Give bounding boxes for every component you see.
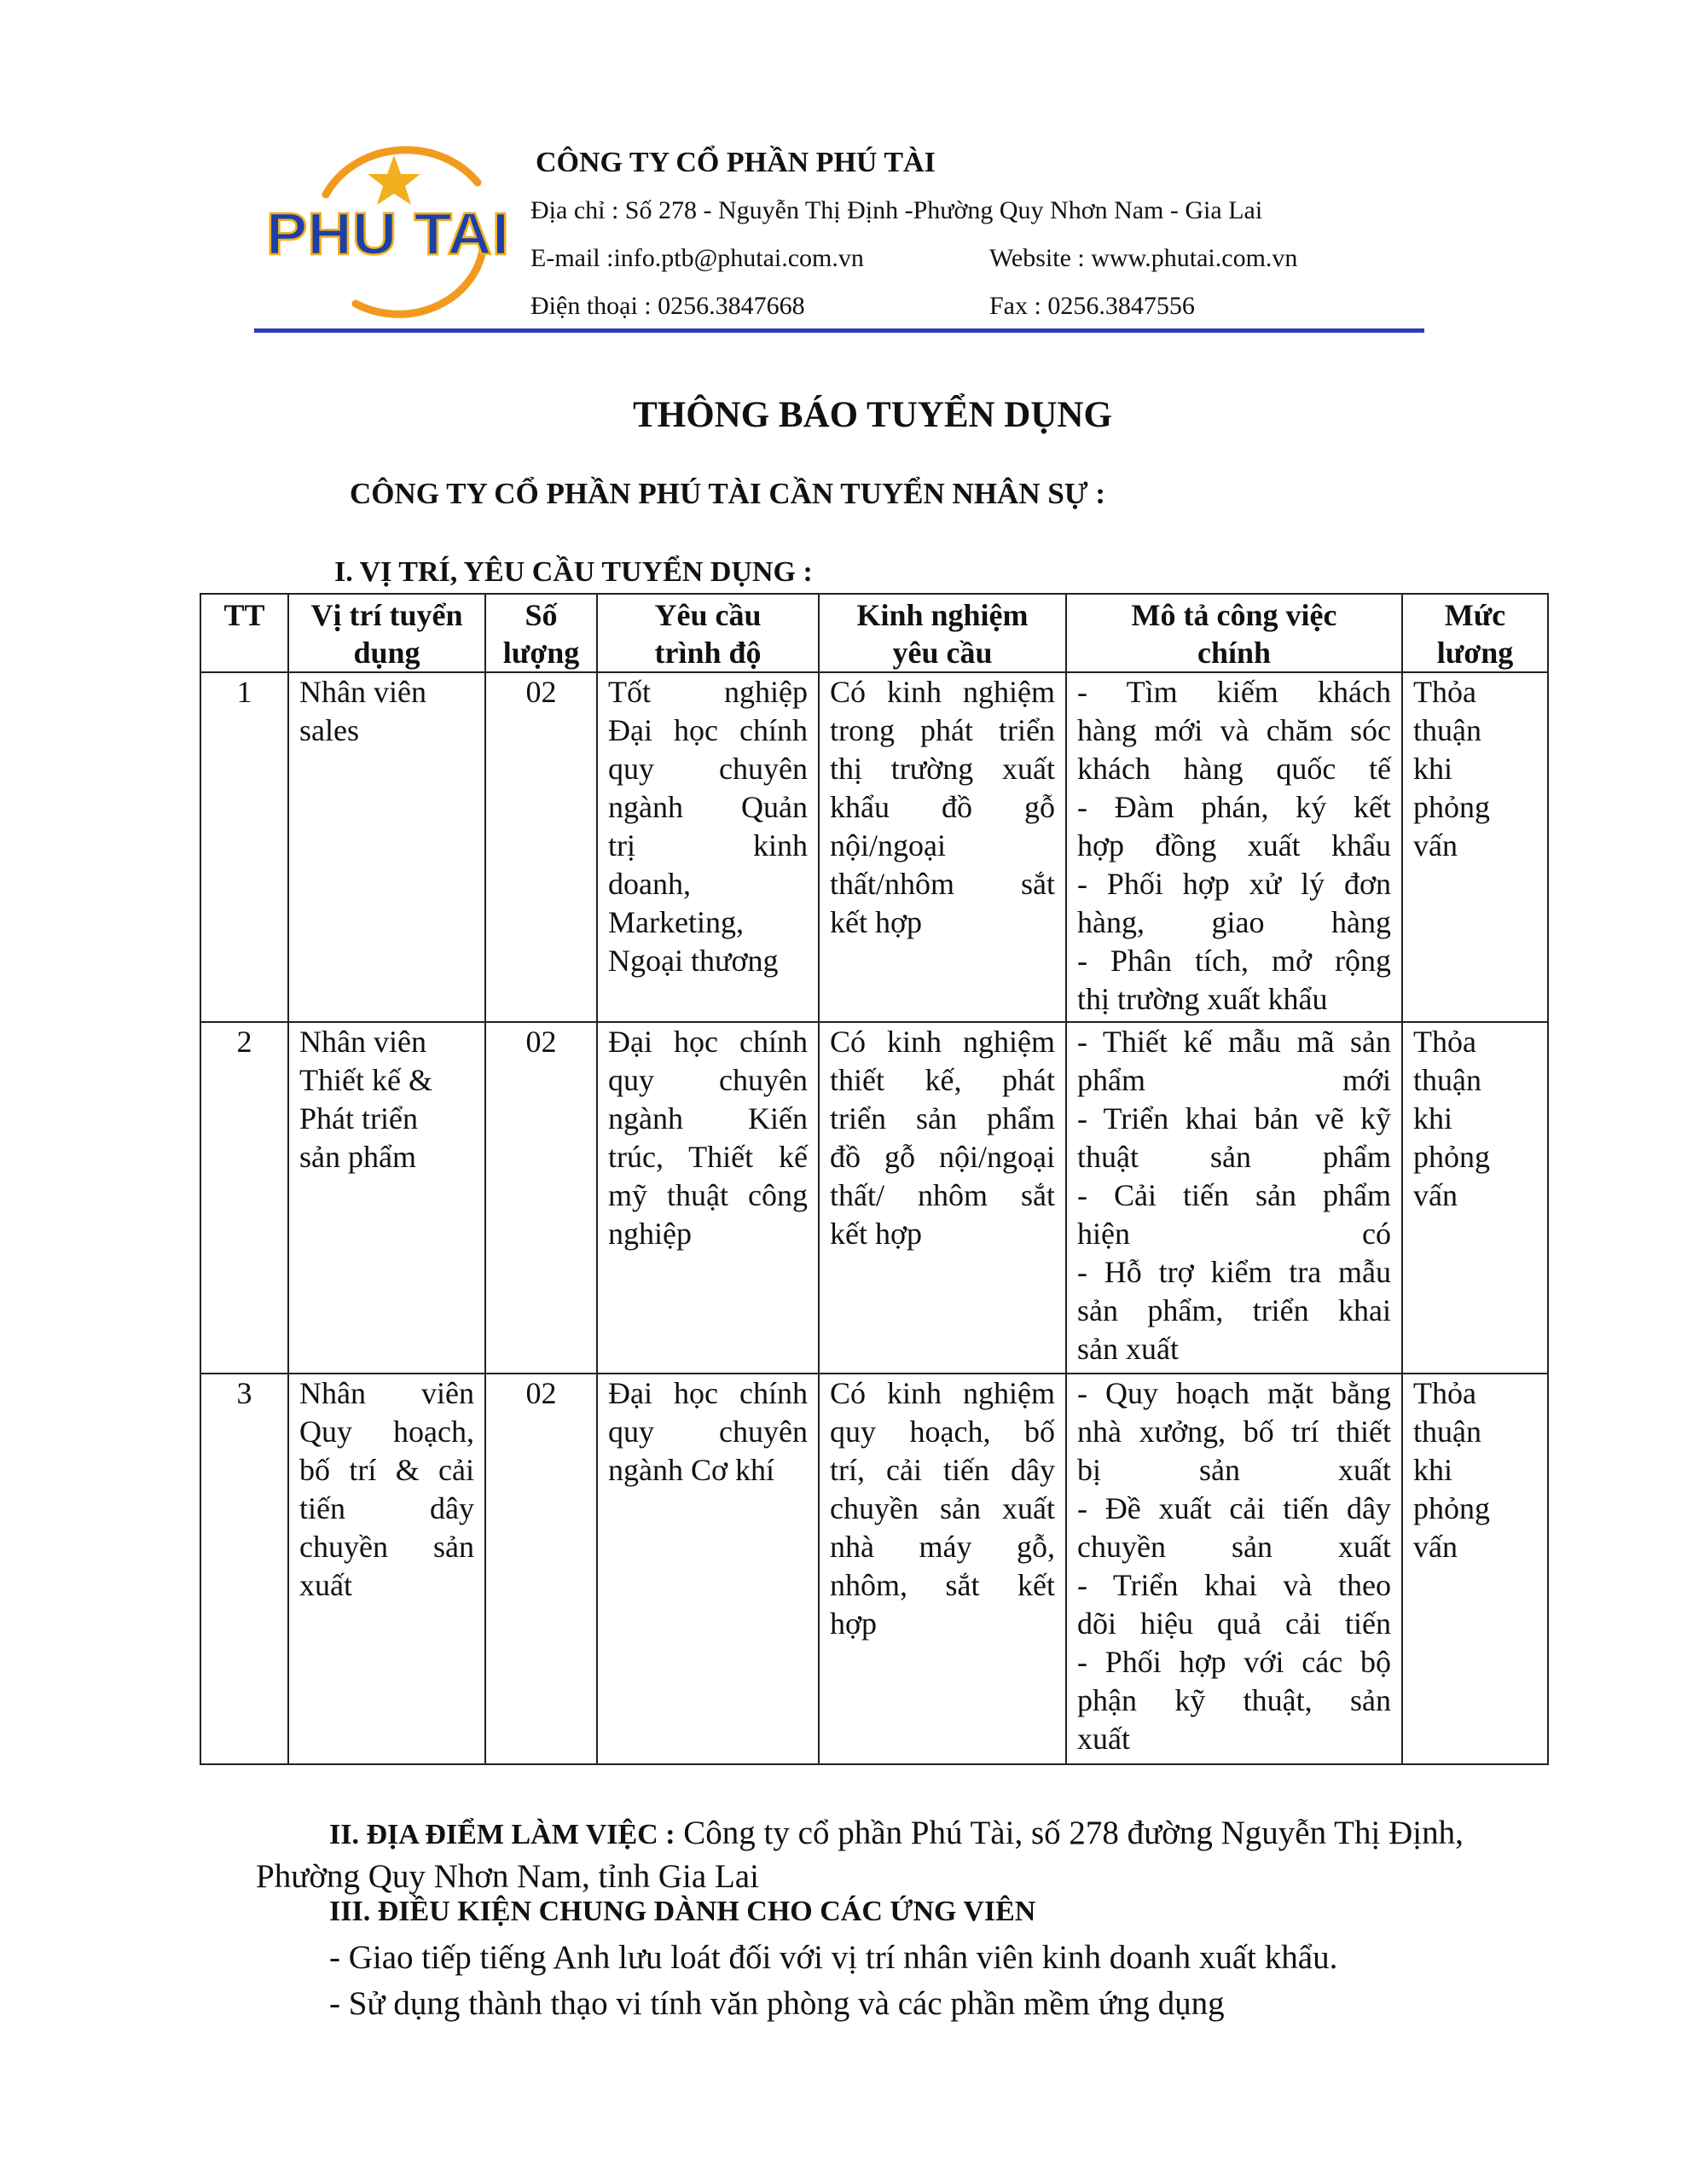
description-cell — [1066, 1374, 1402, 1764]
experience-cell — [819, 672, 1066, 1022]
cell-line: phận kỹ thuật, sản — [1077, 1683, 1391, 1717]
cell-line: lương — [1436, 636, 1514, 670]
quantity-cell: 02 — [485, 1022, 597, 1374]
cell-line: - Triển khai bản vẽ kỹ — [1077, 1101, 1391, 1136]
cell-line: - Thiết kế mẫu mã sản — [1077, 1025, 1391, 1059]
cell-line: - Đàm phán, ký kết — [1077, 790, 1391, 824]
company-email: E-mail :info.ptb@phutai.com.vn — [530, 244, 864, 272]
col-header-description — [1066, 594, 1402, 672]
cell-line: trúc, Thiết kế — [608, 1140, 808, 1174]
table-row — [200, 672, 1548, 1022]
cell-line: trong phát triển — [830, 713, 1055, 747]
cell-line: hợp — [830, 1606, 878, 1641]
quantity-cell: 02 — [485, 1374, 597, 1764]
education-cell — [597, 672, 819, 1022]
company-fax: Fax : 0256.3847556 — [989, 292, 1195, 320]
cell-line: bị sản xuất — [1077, 1453, 1391, 1487]
work-location-text: Công ty cổ phần Phú Tài, số 278 đường Nguyễn Thị Định, Phường Quy Nhơn Nam, tỉnh Gia Lai — [256, 1815, 1464, 1895]
cell-line: Có kinh nghiệm — [830, 1376, 1055, 1410]
cell-line: Có kinh nghiệm — [830, 1025, 1055, 1059]
education-cell — [597, 1374, 819, 1764]
cell-line: Thỏa — [1413, 1376, 1476, 1410]
condition-item: - Sử dụng thành thạo vi tính văn phòng và các phần mềm ứng dụng — [329, 1985, 1225, 2022]
cell-line: Thỏa — [1413, 675, 1476, 709]
cell-line: chuyền sản — [299, 1530, 474, 1564]
cell-line: Đại học chính — [608, 1376, 808, 1410]
cell-line: Tốt nghiệp — [608, 675, 808, 709]
cell-line: Kinh nghiệm — [856, 598, 1029, 632]
salary-cell — [1402, 1374, 1548, 1764]
cell-line: sản phẩm — [299, 1140, 416, 1174]
row-number: 3 — [200, 1374, 288, 1764]
salary-cell — [1402, 1022, 1548, 1374]
intro-line: CÔNG TY CỔ PHẦN PHÚ TÀI CẦN TUYỂN NHÂN SỰ : — [350, 477, 1106, 510]
experience-cell — [819, 1374, 1066, 1764]
cell-line: trí, cải tiến dây — [830, 1453, 1055, 1487]
cell-line: Ngoại thương — [608, 944, 779, 978]
cell-line: quy hoạch, bố — [830, 1414, 1055, 1449]
row-number: 1 — [200, 672, 288, 1022]
cell-line: thị trường xuất khẩu — [1077, 982, 1328, 1016]
cell-line: ngành Cơ khí — [608, 1453, 775, 1487]
cell-line: khách hàng quốc tế — [1077, 752, 1391, 786]
cell-line: Nhân viên — [299, 1376, 474, 1410]
cell-line: hợp đồng xuất khẩu — [1077, 828, 1391, 863]
cell-line: Vị trí tuyển — [310, 598, 463, 632]
company-website: Website : www.phutai.com.vn — [989, 244, 1298, 272]
cell-line: hàng, giao hàng — [1077, 905, 1391, 939]
row-number: 2 — [200, 1022, 288, 1374]
cell-line: dụng — [353, 636, 420, 670]
cell-line: dõi hiệu quả cải tiến — [1077, 1606, 1391, 1641]
company-phone: Điện thoại : 0256.3847668 — [530, 292, 805, 320]
cell-line: hàng mới và chăm sóc — [1077, 713, 1391, 747]
col-header-quantity — [485, 594, 597, 672]
cell-line: kết hợp — [830, 905, 923, 939]
cell-line: sản xuất — [1077, 1332, 1179, 1366]
company-logo — [266, 142, 513, 321]
cell-line: TT — [223, 598, 265, 632]
cell-line: - Cải tiến sản phẩm — [1077, 1178, 1391, 1212]
cell-line: yêu cầu — [892, 636, 993, 670]
cell-line: tiến dây — [299, 1491, 474, 1525]
cell-line: nhôm, sắt kết — [830, 1568, 1055, 1602]
position-cell — [288, 672, 485, 1022]
cell-line: thiết kế, phát — [830, 1063, 1055, 1097]
table-header-row — [200, 594, 1548, 672]
position-cell — [288, 1022, 485, 1374]
quantity-cell: 02 — [485, 672, 597, 1022]
cell-line: Nhân viên — [299, 1025, 426, 1059]
col-header-salary — [1402, 594, 1548, 672]
col-header-position — [288, 594, 485, 672]
cell-line: - Quy hoạch mặt bằng — [1077, 1376, 1391, 1410]
cell-line: triển sản phẩm — [830, 1101, 1055, 1136]
education-cell — [597, 1022, 819, 1374]
cell-line: thuận — [1413, 1414, 1481, 1449]
col-header-experience — [819, 594, 1066, 672]
cell-line: nghiệp — [608, 1217, 692, 1251]
cell-line: thất/ nhôm sắt — [830, 1178, 1055, 1212]
cell-line: thị trường xuất — [830, 752, 1055, 786]
col-header-education — [597, 594, 819, 672]
logo-text: PHU TAI — [266, 200, 509, 267]
cell-line: - Phân tích, mở rộng — [1077, 944, 1391, 978]
description-cell — [1066, 672, 1402, 1022]
cell-line: bố trí & cải — [299, 1453, 474, 1487]
table-row — [200, 1022, 1548, 1374]
cell-line: nhà máy gỗ, — [830, 1530, 1055, 1564]
experience-cell — [819, 1022, 1066, 1374]
cell-line: chuyền sản xuất — [1077, 1530, 1391, 1564]
cell-line: sản phẩm, triển khai — [1077, 1293, 1391, 1327]
cell-line: vấn — [1413, 828, 1458, 863]
cell-line: phỏng — [1413, 1491, 1490, 1525]
cell-line: đồ gỗ nội/ngoại — [830, 1140, 1055, 1174]
cell-line: nội/ngoại — [830, 828, 946, 863]
cell-line: Thỏa — [1413, 1025, 1476, 1059]
cell-line: - Phối hợp với các bộ — [1077, 1645, 1391, 1679]
cell-line: doanh, — [608, 867, 691, 901]
cell-line: chuyền sản xuất — [830, 1491, 1055, 1525]
cell-line: Đại học chính — [608, 713, 808, 747]
company-name: CÔNG TY CỔ PHẦN PHÚ TÀI — [536, 147, 936, 178]
cell-line: - Tìm kiếm khách — [1077, 675, 1391, 709]
cell-line: phẩm mới — [1077, 1063, 1391, 1097]
cell-line: ngành Kiến — [608, 1101, 808, 1136]
cell-line: - Hỗ trợ kiểm tra mẫu — [1077, 1255, 1391, 1289]
cell-line: Thiết kế & — [299, 1063, 432, 1097]
cell-line: quy chuyên — [608, 752, 808, 786]
description-cell — [1066, 1022, 1402, 1374]
cell-line: Mô tả công việc — [1131, 598, 1337, 632]
section-1-heading: I. VỊ TRÍ, YÊU CẦU TUYỂN DỤNG : — [334, 556, 813, 588]
cell-line: quy chuyên — [608, 1063, 808, 1097]
cell-line: ngành Quản — [608, 790, 808, 824]
cell-line: vấn — [1413, 1530, 1458, 1564]
document-title: THÔNG BÁO TUYỂN DỤNG — [633, 395, 1112, 435]
cell-line: kết hợp — [830, 1217, 923, 1251]
cell-line: khi — [1413, 1453, 1453, 1487]
cell-line: Yêu cầu — [654, 598, 762, 632]
cell-line: chính — [1197, 636, 1272, 670]
table-row — [200, 1374, 1548, 1764]
cell-line: - Đề xuất cải tiến dây — [1077, 1491, 1391, 1525]
header-divider — [254, 328, 1424, 333]
cell-line: khi — [1413, 1101, 1453, 1136]
cell-line: mỹ thuật công — [608, 1178, 808, 1212]
cell-line: sales — [299, 713, 359, 747]
cell-line: Mức — [1444, 598, 1506, 632]
cell-line: Đại học chính — [608, 1025, 808, 1059]
cell-line: xuất — [299, 1568, 352, 1602]
cell-line: Có kinh nghiệm — [830, 675, 1055, 709]
cell-line: thuận — [1413, 1063, 1481, 1097]
cell-line: vấn — [1413, 1178, 1458, 1212]
cell-line: thuật sản phẩm — [1077, 1140, 1391, 1174]
section-2 — [256, 1812, 1510, 1897]
cell-line: nhà xưởng, bố trí thiết — [1077, 1414, 1391, 1449]
recruitment-table — [200, 593, 1549, 1765]
cell-line: trị kinh — [608, 828, 808, 863]
cell-line: thuận — [1413, 713, 1481, 747]
cell-line: phỏng — [1413, 1140, 1490, 1174]
cell-line: Quy hoạch, — [299, 1414, 474, 1449]
company-address: Địa chỉ : Số 278 - Nguyễn Thị Định -Phường Quy Nhơn Nam - Gia Lai — [530, 196, 1263, 224]
cell-line: phỏng — [1413, 790, 1490, 824]
cell-line: hiện có — [1077, 1217, 1391, 1251]
cell-line: lượng — [502, 636, 580, 670]
cell-line: Nhân viên — [299, 675, 426, 709]
cell-line: Số — [525, 598, 558, 632]
cell-line: quy chuyên — [608, 1414, 808, 1449]
section-3-heading: III. ĐIỀU KIỆN CHUNG DÀNH CHO CÁC ỨNG VIÊN — [329, 1896, 1036, 1927]
cell-line: trình độ — [654, 636, 762, 670]
position-cell — [288, 1374, 485, 1764]
cell-line: Marketing, — [608, 905, 744, 939]
cell-line: Phát triển — [299, 1101, 418, 1136]
cell-line: - Triển khai và theo — [1077, 1568, 1391, 1602]
col-header-tt — [200, 594, 288, 672]
salary-cell — [1402, 672, 1548, 1022]
condition-item: - Giao tiếp tiếng Anh lưu loát đối với vị trí nhân viên kinh doanh xuất khẩu. — [329, 1939, 1338, 1976]
cell-line: thất/nhôm sắt — [830, 867, 1055, 901]
cell-line: - Phối hợp xử lý đơn — [1077, 867, 1391, 901]
cell-line: khi — [1413, 752, 1453, 786]
cell-line: xuất — [1077, 1722, 1130, 1756]
cell-line: khẩu đồ gỗ — [830, 790, 1055, 824]
section-2-heading: II. ĐỊA ĐIỂM LÀM VIỆC : — [329, 1819, 675, 1850]
